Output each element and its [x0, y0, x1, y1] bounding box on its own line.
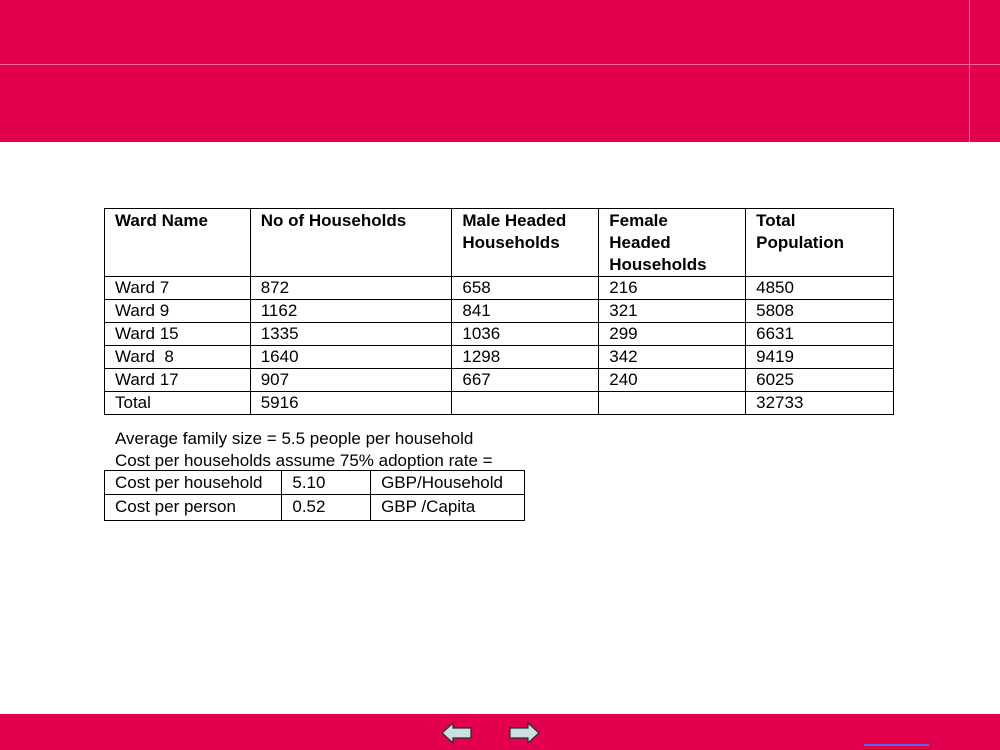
cost-unit: GBP/Household — [371, 471, 525, 495]
cell-households: 1640 — [250, 346, 452, 369]
cell-total-population: 32733 — [746, 392, 894, 415]
table-row — [105, 277, 894, 300]
header-total-population: Total Population — [746, 209, 894, 277]
cell-female-headed: 240 — [599, 369, 746, 392]
cell-ward-name: Ward 9 — [105, 300, 251, 323]
cost-value: 0.52 — [282, 495, 371, 521]
cell-female-headed: 321 — [599, 300, 746, 323]
cell-total-population: 4850 — [746, 277, 894, 300]
header-guide-line — [0, 64, 1000, 65]
header-female-headed: Female Headed Households — [599, 209, 746, 277]
right-arrow-icon — [508, 722, 540, 744]
forward-button[interactable] — [508, 722, 540, 744]
cell-ward-name: Ward 7 — [105, 277, 251, 300]
back-button[interactable] — [441, 722, 473, 744]
footer-band — [0, 714, 1000, 750]
cell-male-headed: 1298 — [452, 346, 599, 369]
cell-total-population: 6631 — [746, 323, 894, 346]
cell-households: 907 — [250, 369, 452, 392]
cell-female-headed: 342 — [599, 346, 746, 369]
cost-label: Cost per household — [105, 471, 282, 495]
cost-label: Cost per person — [105, 495, 282, 521]
family-size-note: Average family size = 5.5 people per household — [115, 429, 474, 448]
header-band — [0, 0, 1000, 142]
cell-male-headed: 1036 — [452, 323, 599, 346]
table-row — [105, 369, 894, 392]
cell-total-population: 6025 — [746, 369, 894, 392]
cell-ward-name: Ward 17 — [105, 369, 251, 392]
table-row — [105, 495, 525, 521]
cell-female-headed — [599, 392, 746, 415]
cell-ward-name: Ward 8 — [105, 346, 251, 369]
header-guide-line-vertical — [969, 0, 970, 142]
cell-ward-name: Ward 15 — [105, 323, 251, 346]
cost-assumption-note: Cost per households assume 75% adoption rate = — [115, 451, 493, 470]
cell-male-headed — [452, 392, 599, 415]
cell-ward-name: Total — [105, 392, 251, 415]
header-male-headed: Male Headed Households — [452, 209, 599, 277]
cell-households: 5916 — [250, 392, 452, 415]
cost-table — [104, 470, 525, 521]
table-header-row — [105, 209, 894, 277]
cell-female-headed: 216 — [599, 277, 746, 300]
header-ward-name: Ward Name — [105, 209, 251, 277]
cell-total-population: 5808 — [746, 300, 894, 323]
table-row — [105, 323, 894, 346]
left-arrow-icon — [441, 722, 473, 744]
cell-male-headed: 841 — [452, 300, 599, 323]
cost-unit: GBP /Capita — [371, 495, 525, 521]
table-row — [105, 346, 894, 369]
table-total-row — [105, 392, 894, 415]
cell-male-headed: 658 — [452, 277, 599, 300]
header-no-of-households: No of Households — [250, 209, 452, 277]
footer-link-underline[interactable] — [864, 744, 929, 746]
cell-male-headed: 667 — [452, 369, 599, 392]
table-row — [105, 300, 894, 323]
cell-female-headed: 299 — [599, 323, 746, 346]
table-row — [105, 471, 525, 495]
cell-households: 1335 — [250, 323, 452, 346]
ward-households-table — [104, 208, 894, 415]
cell-total-population: 9419 — [746, 346, 894, 369]
cost-value: 5.10 — [282, 471, 371, 495]
cell-households: 872 — [250, 277, 452, 300]
cell-households: 1162 — [250, 300, 452, 323]
